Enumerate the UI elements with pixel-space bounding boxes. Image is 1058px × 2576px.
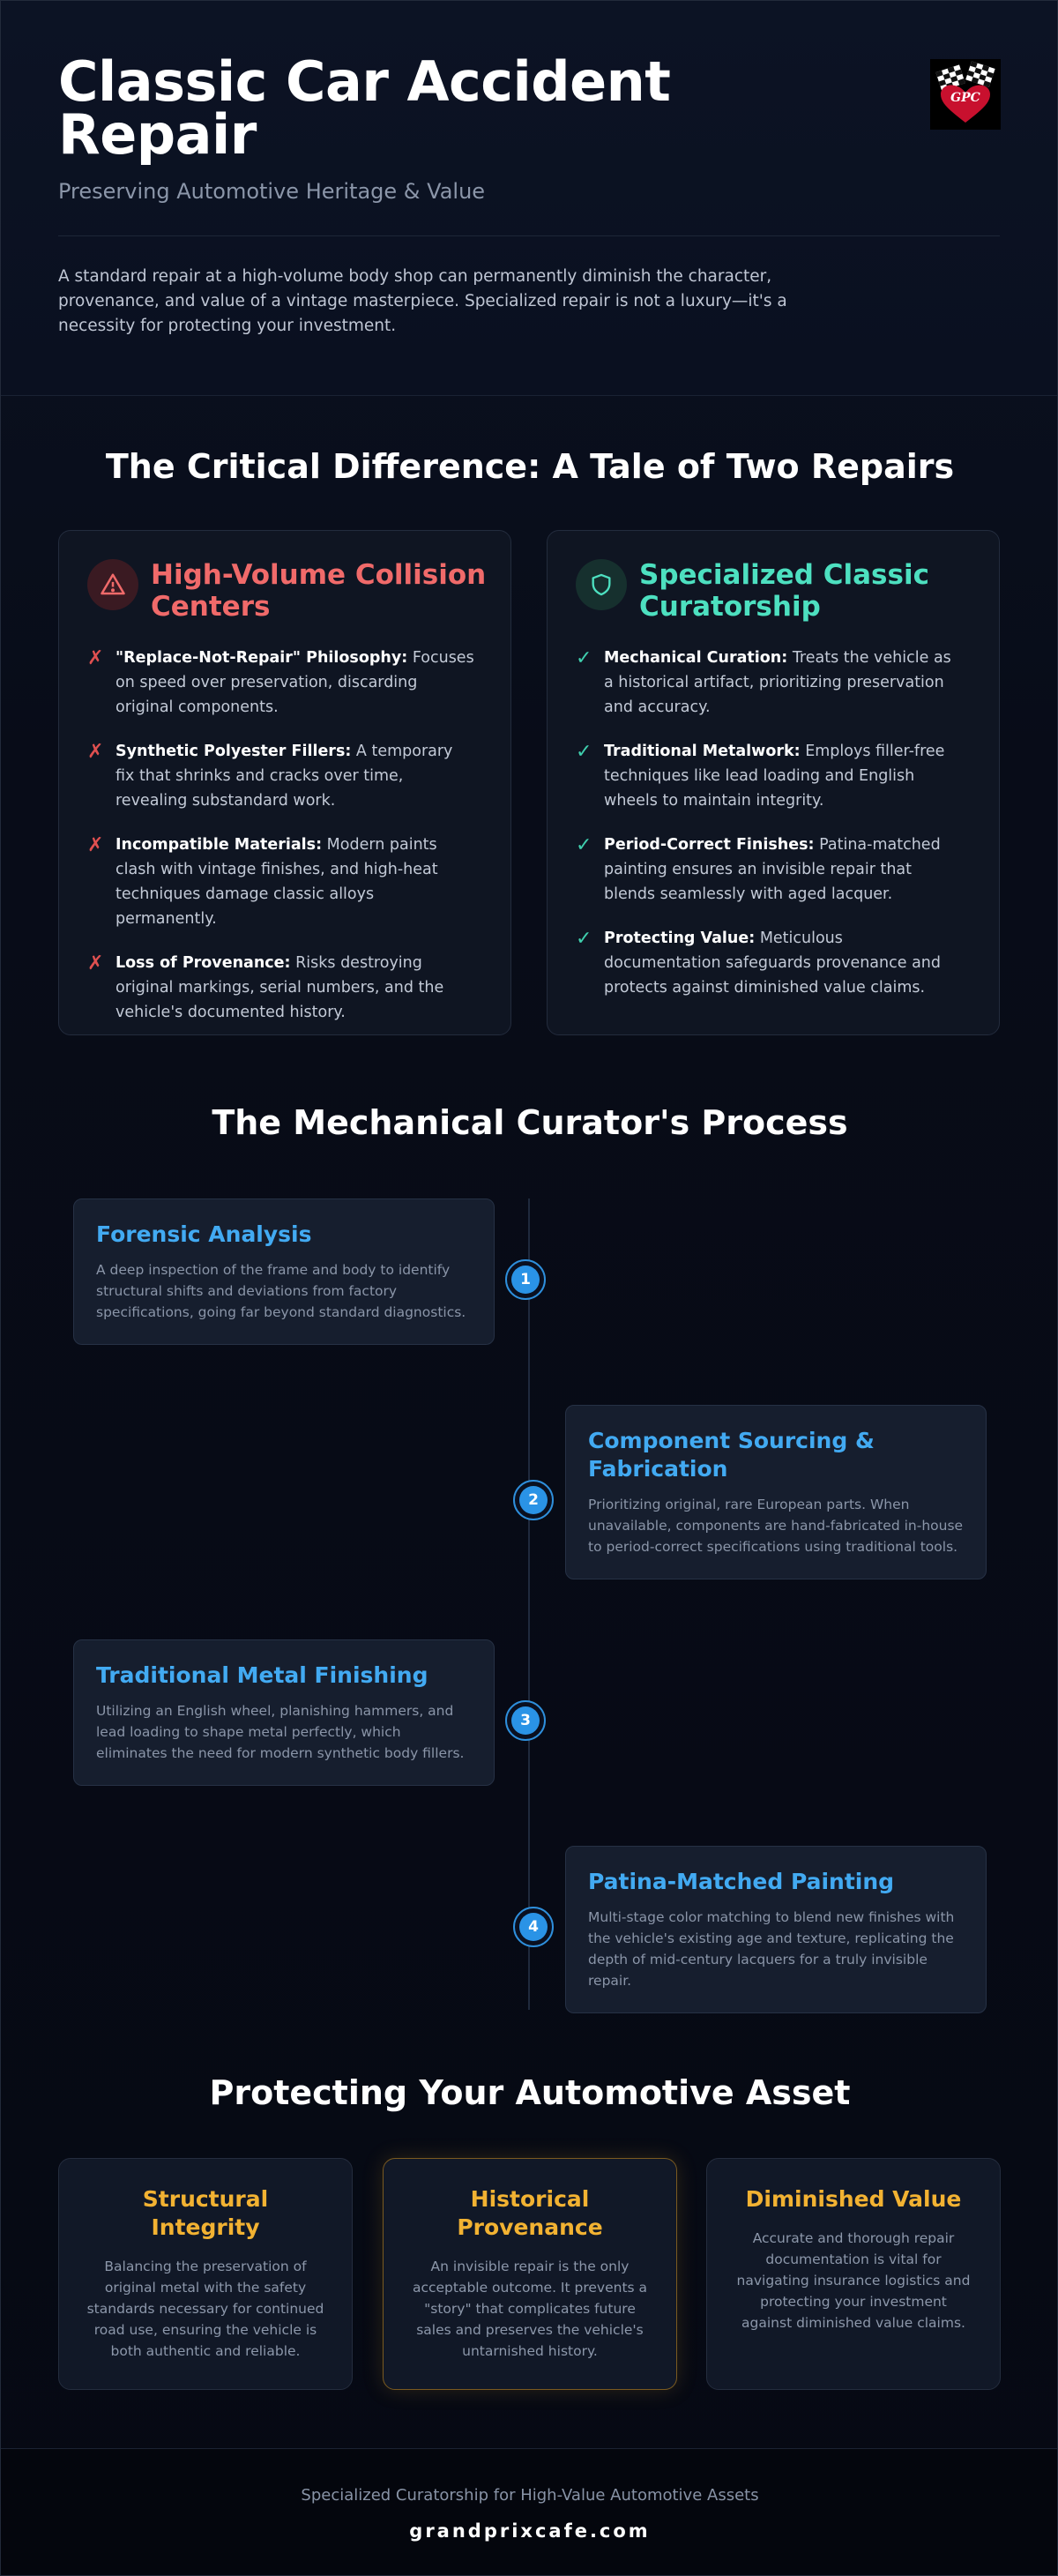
check-mark-icon: ✓: [576, 741, 592, 763]
footer-link[interactable]: grandprixcafe.com: [409, 2520, 651, 2542]
page-title: Classic Car Accident Repair: [58, 49, 671, 167]
step-title: Patina-Matched Painting: [588, 1869, 895, 1894]
step-number-badge: 4: [513, 1907, 554, 1947]
collision-centers-card: [58, 530, 511, 1035]
list-item: ✗ Synthetic Polyester Fillers: A temporary fix that shrinks and cracks over time, revealing substandard work.: [87, 739, 475, 813]
asset-card-title: Diminished Value: [745, 2186, 962, 2212]
benefit-list: [576, 646, 964, 1019]
x-mark-icon: ✗: [87, 952, 104, 974]
x-mark-icon: ✗: [87, 647, 104, 669]
asset-card-text: Accurate and thorough repair documentation is vital for navigating insurance logistics and protecting your investment against diminished value claims.: [736, 2230, 971, 2331]
comparison-section: [1, 396, 1058, 1049]
step-title: Traditional Metal Finishing: [96, 1662, 428, 1688]
card-header: [576, 559, 999, 623]
asset-card-text: Balancing the preservation of original metal with the safety standards necessary for continued road use, ensuring the vehicle is both authentic and reliable.: [86, 2259, 324, 2359]
x-mark-icon: ✗: [87, 834, 104, 856]
step-number-badge: 1: [505, 1259, 546, 1300]
step-title: Forensic Analysis: [96, 1221, 312, 1247]
protect-title: Protecting Your Automotive Asset: [209, 2073, 851, 2112]
card-title: Specialized Classic Curatorship: [639, 559, 929, 623]
check-mark-icon: ✓: [576, 834, 592, 856]
list-item: ✓ Traditional Metalwork: Employs filler-free techniques like lead loading and English wheels to maintain integrity.: [576, 739, 964, 813]
process-step: [565, 1405, 987, 1579]
warning-triangle-icon: [87, 559, 138, 610]
step-title: Component Sourcing & Fabrication: [588, 1428, 875, 1482]
divider: [58, 235, 1000, 236]
footer: [1, 2448, 1058, 2576]
asset-card: [706, 2158, 1001, 2390]
asset-card-text: An invisible repair is the only acceptable outcome. It prevents a "story" that complicates future sales and preserves the vehicle's untarnished history.: [412, 2259, 648, 2359]
page-subtitle: Preserving Automotive Heritage & Value: [58, 179, 486, 204]
hero-header: [1, 1, 1057, 396]
shield-icon: [576, 559, 627, 610]
card-title: High-Volume Collision Centers: [151, 559, 487, 623]
check-mark-icon: ✓: [576, 647, 592, 669]
process-step: [73, 1639, 495, 1786]
list-item: ✗ Incompatible Materials: Modern paints clash with vintage finishes, and high-heat techniques damage classic alloys permanently.: [87, 833, 475, 931]
asset-card-highlighted: [383, 2158, 677, 2390]
drawback-list: [87, 646, 475, 1044]
list-item: ✓ Mechanical Curation: Treats the vehicle as a historical artifact, prioritizing preservation and accuracy.: [576, 646, 964, 720]
checkered-flag-logo-icon: [930, 59, 1001, 130]
list-item: ✗ Loss of Provenance: Risks destroying original markings, serial numbers, and the vehicle's documented history.: [87, 951, 475, 1025]
protect-section: [1, 2073, 1058, 2408]
list-item: ✓ Period-Correct Finishes: Patina-matched painting ensures an invisible repair that blends seamlessly with aged lacquer.: [576, 833, 964, 907]
brand-logo[interactable]: [930, 59, 1001, 130]
step-text: Prioritizing original, rare European parts. When unavailable, components are hand-fabricated in-house to period-correct specifications using traditional tools.: [588, 1497, 964, 1555]
list-item: ✗ "Replace-Not-Repair" Philosophy: Focuses on speed over preservation, discarding original components.: [87, 646, 475, 720]
process-section: [1, 1103, 1058, 2020]
asset-card-title: Historical Provenance: [457, 2186, 603, 2240]
process-step: [565, 1846, 987, 2013]
card-header: [87, 559, 510, 623]
timeline-line: [528, 1198, 530, 2010]
svg-text:GPC: GPC: [950, 91, 980, 105]
comparison-title: The Critical Difference: A Tale of Two Repairs: [105, 447, 955, 486]
process-step: [73, 1198, 495, 1345]
footer-tagline: Specialized Curatorship for High-Value Automotive Assets: [301, 2486, 759, 2505]
step-number-badge: 2: [513, 1480, 554, 1520]
step-number-badge: 3: [505, 1700, 546, 1741]
step-text: A deep inspection of the frame and body to identify structural shifts and deviations from factory specifications, going far beyond standard diagnostics.: [96, 1262, 466, 1320]
x-mark-icon: ✗: [87, 741, 104, 763]
asset-card-title: Structural Integrity: [142, 2186, 269, 2240]
list-item: ✓ Protecting Value: Meticulous documentation safeguards provenance and protects against diminished value claims.: [576, 926, 964, 1000]
intro-paragraph: A standard repair at a high-volume body shop can permanently diminish the character, provenance, and value of a vintage masterpiece. Specialized repair is not a luxury—it's a necessity for protecting your investment.: [58, 267, 787, 335]
classic-curatorship-card: [547, 530, 1000, 1035]
asset-card: [58, 2158, 353, 2390]
check-mark-icon: ✓: [576, 928, 592, 950]
step-text: Multi-stage color matching to blend new finishes with the vehicle's existing age and texture, replicating the depth of mid-century lacquers for a truly invisible repair.: [588, 1909, 955, 1989]
process-title: The Mechanical Curator's Process: [212, 1103, 848, 1142]
step-text: Utilizing an English wheel, planishing hammers, and lead loading to shape metal perfectly, which eliminates the need for modern synthetic body fillers.: [96, 1703, 465, 1761]
